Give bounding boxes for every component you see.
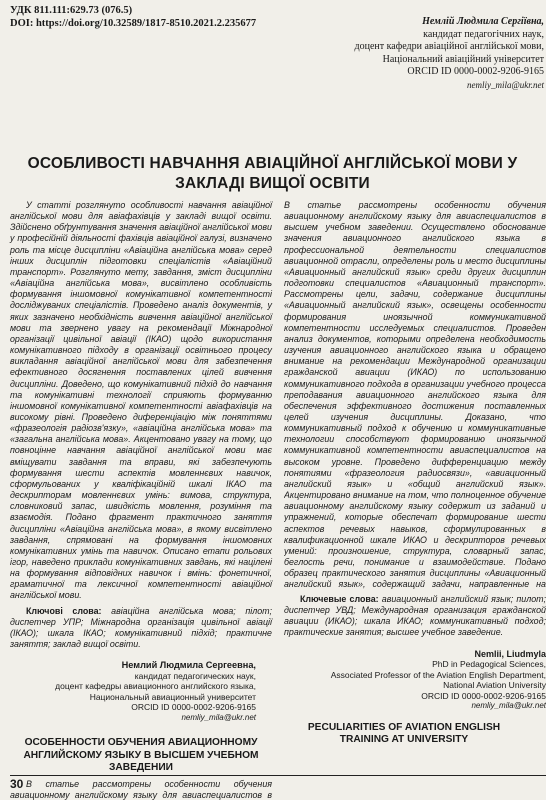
en-author-orcid: ORCID ID 0000-0002-9206-9165: [421, 690, 546, 701]
keywords-text: авіаційна англійська мова; пілот; диспетчер УПР; Міжнародна організація цивільної авіації (ІКАО); шкала ІКАО; комунікативний підхід; практичне заняття; заклад вищої освіти.: [10, 605, 273, 650]
en-author-degree: PhD in Pedagogical Sciences,: [432, 659, 546, 670]
footer-rule: [10, 775, 546, 776]
author-degree: кандидат педагогічних наук,: [423, 28, 544, 40]
keywords-russian: [284, 594, 546, 639]
ru-author-name: Немлий Людмила Сергеевна,: [121, 660, 256, 671]
en-author-block: [284, 649, 546, 712]
page-number: 30: [10, 777, 24, 791]
author-orcid: ORCID ID 0000-0002-9206-9165: [407, 66, 544, 78]
author-university: Національний авіаційний університет: [382, 53, 544, 65]
author-email[interactable]: nemliy_mila@ukr.net: [466, 79, 544, 90]
left-column: [10, 200, 272, 800]
doi-link[interactable]: DOI: https://doi.org/10.32589/1817-8510.2021.2.235677: [10, 18, 257, 29]
en-author-position: Associated Professor of the Aviation English Department,: [330, 669, 546, 680]
udc-code: УДК 811.111:629.73 (076.5): [10, 5, 133, 16]
keywords-ru-text: авиационный английский язык; пилот; диспетчер УВД; Международная организация гражданской авиации (ИКАО); шкала ИКАО; коммуникативный подход; практические занятия; высшее учебное заведение.: [284, 594, 546, 638]
author-position: доцент кафедри авіаційної англійської мови,: [354, 41, 544, 53]
ru-author-orcid: ORCID ID 0000-0002-9206-9165: [131, 702, 256, 713]
keywords-label: Ключові слова:: [26, 605, 102, 616]
en-article-title: PECULIARITIES OF AVIATION ENGLISH TRAINING AT UNIVERSITY: [307, 721, 501, 746]
article-title: ОСОБЛИВОСТІ НАВЧАННЯ АВІАЦІЙНОЇ АНГЛІЙСЬКОЇ МОВИ У ЗАКЛАДІ ВИЩОЇ ОСВІТИ: [27, 155, 518, 192]
ru-article-title: ОСОБЕННОСТИ ОБУЧЕНИЯ АВИАЦИОННОМУ АНГЛИЙСКОМУ ЯЗЫКУ В ВЫСШЕМ УЧЕБНОМ ЗАВЕДЕНИИ: [23, 737, 259, 774]
en-author-name: Nemlii, Liudmyla: [474, 648, 546, 659]
abstract-russian-continued: В статье рассмотрены особенности обучения авиационному английскому языку для авиаспециалистов в высшем учебном заведении. Осуществлено обоснование значения авиационного английского языка в профессиональной деятельности специалистов авиационной отрасли, определены роль и место дисциплины «Авиационный английский язык» среди других дисциплин подготовки специалистов «Авиационный транспорт». Рассмотрены цели, задачи, содержание дисциплины «Авиационный английский язык», освещены особенности формирования иноязычной коммуникативной компетентности исследуемых специалистов. Проведен анализ документов, которыми определена необходимость изучения авиационного английского языка и обращено внимание на рекомендации Международной организации гражданской авиации (ИКАО) по использованию коммуникативного подхода в организации учебного процесса преподавания авиационного английского языка для обеспечения эффективного достижения поставленных целей изучения дисциплины. Доказано, что коммуникативный подход к обучению и коммуникативные технологии способствуют формированию иноязычной коммуникативной компетентности авиаспециалистов на высоком уровне. Проведено дифференциацию между понятиями «фразеология радиосвязи», «авиационный английский язык» и «общий английский язык». Акцентировано внимание на том, что полноценное обучение авиационному английскому языку содержит из заданий и упражнений, которые обеспечат формирование шести аспектов речевых навыков, сформулированных в квалификационной шкале ИКАО и дескрипторов речевых умений: произношение, структура, словарный запас, беглость речи, понимание и взаимодействие. Подано образец практического занятия дисциплины «Авиационный английский язык», содержащий задачи, направленные на: [284, 200, 546, 590]
en-author-email[interactable]: nemliy_mila@ukr.net: [471, 701, 546, 711]
keywords-ukrainian: [10, 606, 272, 651]
author-block: [254, 16, 544, 92]
right-column: [284, 200, 546, 747]
author-name: Немлій Людмила Сергіївна,: [422, 16, 544, 27]
ru-author-degree: кандидат педагогических наук,: [134, 670, 256, 681]
abstract-russian-start: В статье рассмотрены особенности обучения авиационному английскому языку для авиаспециалистов в: [10, 778, 272, 800]
ru-author-email[interactable]: nemliy_mila@ukr.net: [181, 712, 256, 722]
ru-author-block: [10, 660, 272, 723]
en-author-university: National Aviation University: [443, 680, 546, 691]
article-identifiers: [10, 4, 256, 30]
keywords-ru-label: Ключевые слова:: [300, 594, 379, 604]
abstract-ukrainian: У статті розглянуто особливості навчання авіаційної англійської мови для авіафахівців у закладі вищої освіти. Здійснено обґрунтування значення авіаційної англійської мови у професійній діяльності фахівців авіаційної галузі, визначено роль та місце дисципліни «Авіаційна англійська мова» серед інших дисциплін підготовки спеціалістів «Авіаційний транспорт». Розглянуто мету, завдання, зміст дисципліни «Авіаційна англійська мова», висвітлено особливість формування іншомовної комунікативної компетентності досліджуваних спеціалістів. Проведено аналіз документів, у яких зазначено необхідність вивчення авіаційної англійської мови та звернено увагу на рекомендації Міжнародної організації цивільної авіації (ІКАО) щодо використання комунікативного підходу в організації освітнього процесу викладання авіаційної англійської мови для забезпечення ефективного досягнення поставлених цілей вивчення дисципліни. Доведено, що комунікативний підхід до навчання та комунікативні технології сприяють формуванню іншомовної комунікативної компетентності авіафахівців на високому рівні. Проведено диференціацію між поняттями «фразеологія радіозв'язку», «авіаційна англійська мова» та «загальна англійська мова». Акцентовано увагу на тому, що повноцінне навчання авіаційної англійської мови має вміщувати завдання та вправи, які забезпечують формування шести аспектів мовленнєвих навичок, сформульованих у кваліфікаційній шкалі ІКАО та дескрипторам мовленнєвих умінь: вимова, структура, словниковий запас, швидкість мовлення, розуміння та взаємодія. Подано фрагмент практичного заняття дисципліни «Авіаційна англійська мова», в якому висвітлено завдання, спрямовані на формування іншомовних комунікативних умінь та навичок. Описано етапи рольових ігор, наведено приклади комунікативних завдань, які націлені на формування відповідних навичок і вмінь: фонетичної, граматичної та лексичної компетентності авіаційної англійської мови.: [10, 200, 272, 601]
ru-author-university: Национальный авиационный университет: [89, 691, 256, 702]
ru-author-position: доцент кафедры авиационного английского языка,: [55, 681, 256, 692]
